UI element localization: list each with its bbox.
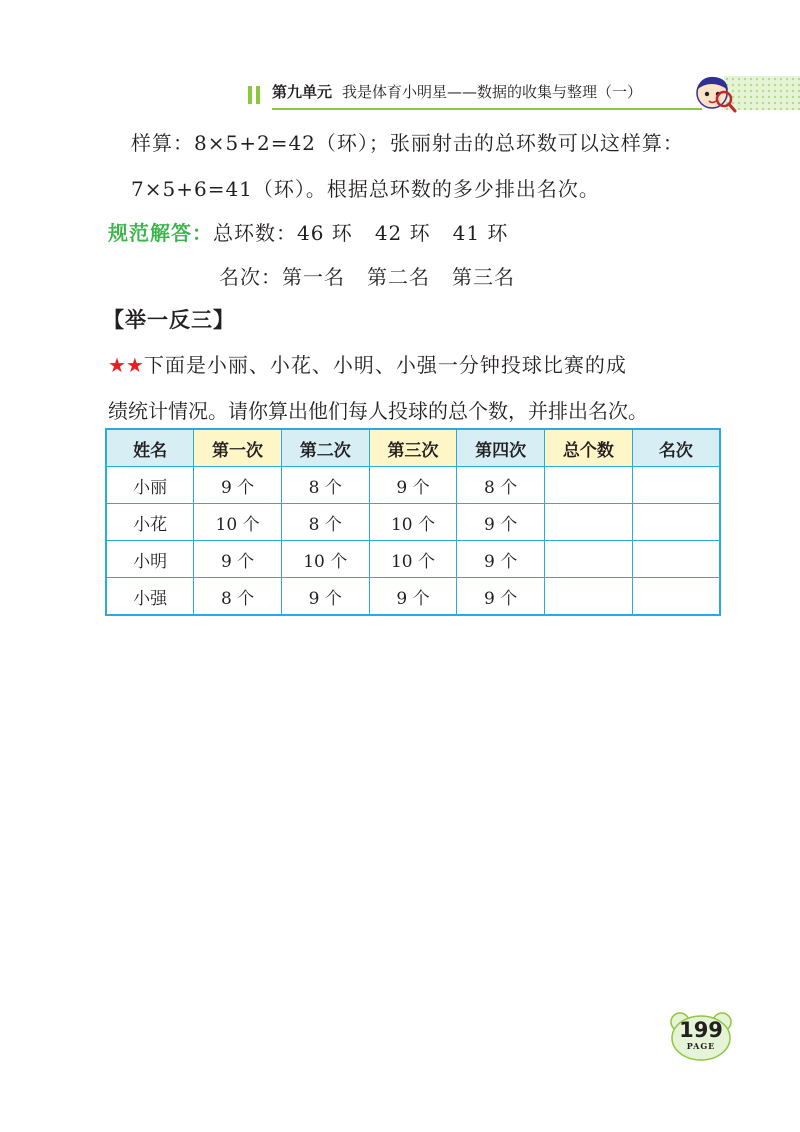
cell-total-blank[interactable] (545, 578, 633, 616)
header-third: 第三次 (369, 429, 457, 467)
header-second: 第二次 (281, 429, 369, 467)
cell-name: 小丽 (106, 467, 194, 504)
cell-score: 10 个 (194, 504, 282, 541)
rank-3: 第三名 (452, 265, 515, 289)
cell-total-blank[interactable] (545, 541, 633, 578)
unit-label: 第九单元 (272, 83, 333, 101)
difficulty-stars-icon: ★★ (108, 353, 144, 377)
cell-score: 8 个 (457, 467, 545, 504)
cell-score: 8 个 (281, 467, 369, 504)
cell-score: 9 个 (457, 504, 545, 541)
total-1: 46 环 (297, 221, 353, 245)
header-text (272, 81, 642, 102)
problem-line-2: 绩统计情况。请你算出他们每人投球的总个数，并排出名次。 (108, 399, 648, 423)
cell-total-blank[interactable] (545, 467, 633, 504)
cell-rank-blank[interactable] (632, 541, 720, 578)
cell-score: 8 个 (194, 578, 282, 616)
cell-name: 小花 (106, 504, 194, 541)
chapter-title: 我是体育小明星——数据的收集与整理（一） (342, 83, 643, 101)
header-name: 姓名 (106, 429, 194, 467)
page-label: PAGE (686, 1041, 716, 1051)
cell-rank-blank[interactable] (632, 467, 720, 504)
cell-total-blank[interactable] (545, 504, 633, 541)
page-number: 199 (679, 1018, 723, 1042)
answer-ranks-line (219, 261, 515, 290)
answer-label: 规范解答： (108, 221, 213, 245)
cell-score: 9 个 (369, 578, 457, 616)
cell-score: 10 个 (281, 541, 369, 578)
mascot-magnifier-icon (690, 72, 738, 116)
section-title: 【举一反三】 (103, 308, 235, 332)
cell-score: 9 个 (281, 578, 369, 616)
table-row (106, 578, 720, 616)
rank-1: 第一名 (282, 265, 345, 289)
cell-rank-blank[interactable] (632, 504, 720, 541)
ranks-prefix: 名次： (219, 265, 282, 289)
table-row (106, 504, 720, 541)
cell-score: 9 个 (457, 541, 545, 578)
table-header-row (106, 429, 720, 467)
cell-score: 9 个 (369, 467, 457, 504)
cell-name: 小强 (106, 578, 194, 616)
page-number-badge (668, 1010, 734, 1062)
cell-score: 10 个 (369, 504, 457, 541)
explanation-line-1: 样算：8×5+2=42（环）；张丽射击的总环数可以这样算： (131, 131, 684, 155)
cell-score: 9 个 (457, 578, 545, 616)
table-row (106, 541, 720, 578)
totals-prefix: 总环数： (213, 221, 297, 245)
problem-text-1: 下面是小丽、小花、小明、小强一分钟投球比赛的成 (143, 353, 627, 377)
header-first: 第一次 (194, 429, 282, 467)
cell-name: 小明 (106, 541, 194, 578)
total-2: 42 环 (374, 221, 431, 245)
cell-score: 9 个 (194, 541, 282, 578)
page-header (0, 76, 800, 112)
problem-line-1 (108, 349, 627, 378)
cell-score: 8 个 (281, 504, 369, 541)
explanation-line-2: 7×5+6=41（环）。根据总环数的多少排出名次。 (131, 177, 600, 201)
answer-totals-line (108, 217, 508, 246)
rank-2: 第二名 (367, 265, 430, 289)
score-table (105, 428, 721, 616)
table-row (106, 467, 720, 504)
cell-score: 10 个 (369, 541, 457, 578)
header-bars-decoration (248, 86, 264, 104)
cell-score: 9 个 (194, 467, 282, 504)
header-rank: 名次 (632, 429, 720, 467)
header-underline (272, 108, 702, 110)
header-fourth: 第四次 (457, 429, 545, 467)
cell-rank-blank[interactable] (632, 578, 720, 616)
total-3: 41 环 (452, 221, 509, 245)
header-total: 总个数 (545, 429, 633, 467)
